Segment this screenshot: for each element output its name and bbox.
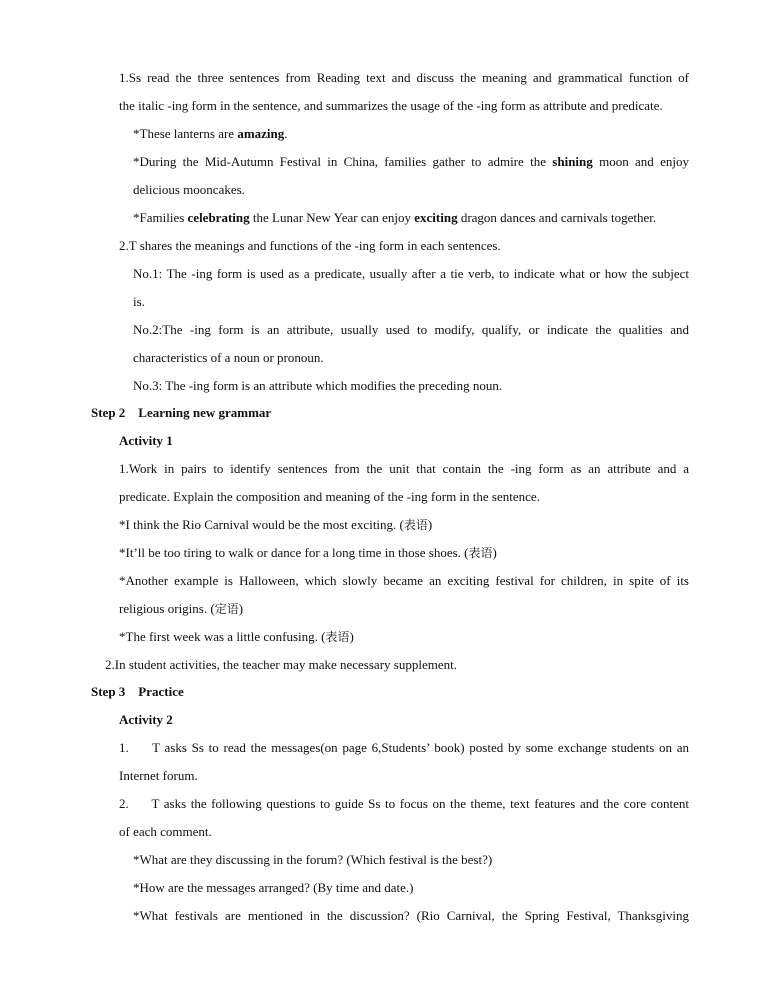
grammar-tag: 表语 [468, 546, 493, 560]
question-1: *What are they discussing in the forum? (Which festival is the best?) [133, 852, 493, 867]
example-text: dragon dances and carnivals together. [457, 210, 657, 225]
note-1-line-2: is. [133, 294, 145, 309]
activity-2-paragraph-1-line-1: 1. T asks Ss to read the messages(on page 6,Students’ book) posted by some exchange students on an [119, 740, 689, 755]
activity-1-example-4 [119, 629, 354, 645]
step-3-heading: Step 3 Practice [91, 684, 184, 699]
paragraph-1-line-2: the italic -ing form in the sentence, and summarizes the usage of the -ing form as attribute and predicate. [119, 98, 663, 113]
grammar-tag: 定语 [214, 602, 239, 616]
grammar-tag: 表语 [325, 630, 350, 644]
example-text: moon and enjoy [592, 154, 689, 169]
paragraph-1-line-1: 1.Ss read the three sentences from Reading text and discuss the meaning and grammatical function of [119, 70, 689, 85]
example-text: *It’ll be too tiring to walk or dance for a long time in those shoes. ( [119, 545, 469, 560]
example-text: . [284, 126, 288, 141]
activity-1-paragraph-1-line-2: predicate. Explain the composition and meaning of the -ing form in the sentence. [119, 489, 540, 504]
example-text: *These lanterns are [133, 126, 238, 141]
note-1-line-1: No.1: The -ing form is used as a predicate, usually after a tie verb, to indicate what or how the subject [133, 266, 689, 281]
example-sentence-1 [133, 126, 288, 142]
activity-1-example-1 [119, 517, 432, 533]
example-sentence-3 [133, 210, 656, 226]
example-text: *Families [133, 210, 188, 225]
step-2-heading: Step 2 Learning new grammar [91, 405, 272, 420]
activity-1-example-3-line-2 [119, 601, 243, 617]
example-text: ) [427, 517, 433, 532]
activity-2-heading: Activity 2 [119, 712, 173, 727]
note-3: No.3: The -ing form is an attribute which modifies the preceding noun. [133, 378, 503, 393]
paragraph-2: 2.T shares the meanings and functions of the -ing form in each sentences. [119, 238, 501, 253]
grammar-tag: 表语 [403, 518, 428, 532]
example-text: religious origins. ( [119, 601, 215, 616]
activity-2-paragraph-2-line-2: of each comment. [119, 824, 212, 839]
bold-term: celebrating [187, 210, 250, 225]
activity-1-heading: Activity 1 [119, 433, 173, 448]
example-text: ) [349, 629, 354, 644]
activity-2-paragraph-2-line-1: 2. T asks the following questions to guide Ss to focus on the theme, text features and the core content [119, 796, 689, 811]
example-sentence-2-line-1 [133, 154, 689, 170]
example-text: ) [238, 601, 244, 616]
bold-term: amazing [237, 126, 285, 141]
example-sentence-2-line-2: delicious mooncakes. [133, 182, 245, 197]
activity-2-paragraph-1-line-2: Internet forum. [119, 768, 198, 783]
example-text: the Lunar New Year can enjoy [249, 210, 415, 225]
example-text: *The first week was a little confusing. ( [119, 629, 326, 644]
bold-term: exciting [414, 210, 458, 225]
question-2: *How are the messages arranged? (By time and date.) [133, 880, 414, 895]
note-2-line-1: No.2:The -ing form is an attribute, usually used to modify, qualify, or indicate the qualities and [133, 322, 689, 337]
question-3-line-1: *What festivals are mentioned in the discussion? (Rio Carnival, the Spring Festival, Thanksgiving [133, 908, 689, 923]
activity-1-example-3-line-1: *Another example is Halloween, which slowly became an exciting festival for children, in spite of its [119, 573, 689, 588]
activity-1-example-2 [119, 545, 497, 561]
example-text: ) [492, 545, 497, 560]
bold-term: shining [552, 154, 593, 169]
activity-1-paragraph-2: 2.In student activities, the teacher may make necessary supplement. [105, 657, 457, 672]
activity-1-paragraph-1-line-1: 1.Work in pairs to identify sentences from the unit that contain the -ing form as an attribute and a [119, 461, 689, 476]
example-text: *During the Mid-Autumn Festival in China, families gather to admire the [133, 154, 553, 169]
example-text: *I think the Rio Carnival would be the most exciting. ( [119, 517, 404, 532]
note-2-line-2: characteristics of a noun or pronoun. [133, 350, 324, 365]
